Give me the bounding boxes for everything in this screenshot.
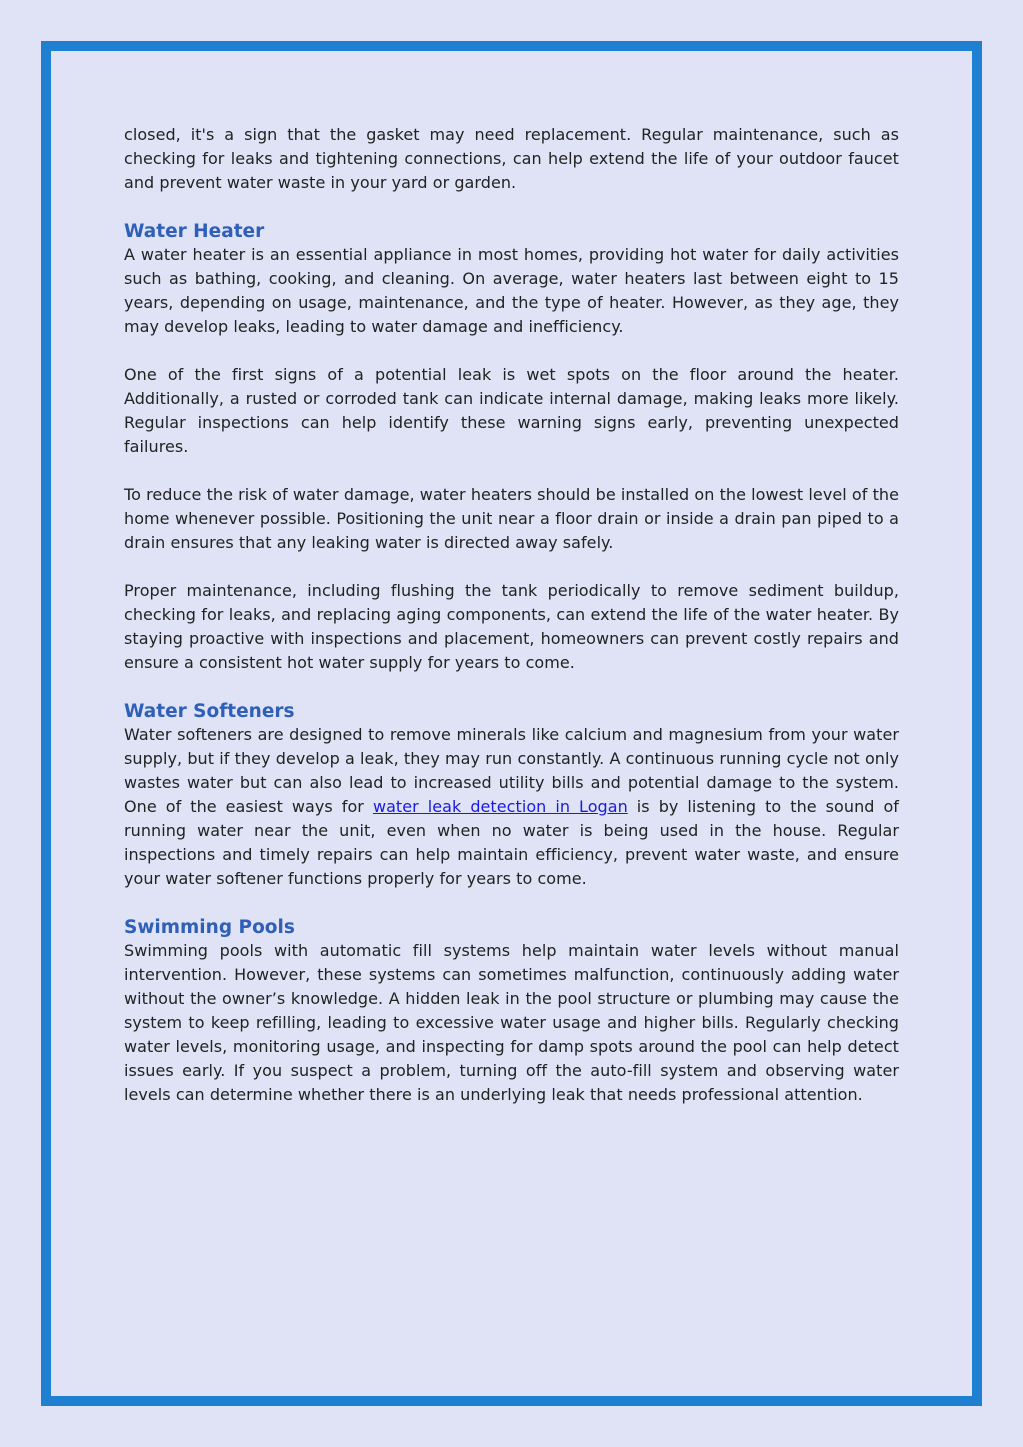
swimming-pools-paragraph: Swimming pools with automatic fill systems help maintain water levels without manual intervention. However, these systems can sometimes malfunction, continuously adding water without the owner’s knowledge. A hidden leak in the pool structure or plumbing may cause the system to keep refilling, leading to excessive water usage and higher bills. Regularly checking water levels, monitoring usage, and inspecting for damp spots around the pool can help detect issues early. If you suspect a problem, turning off the auto-fill system and observing water levels can determine whether there is an underlying leak that needs professional attention. xyxy=(124,941,899,1104)
water-heater-section xyxy=(124,219,899,675)
document-body xyxy=(124,123,899,1131)
water-heater-heading: Water Heater xyxy=(124,221,265,242)
swimming-pools-section xyxy=(124,915,899,1107)
water-softeners-paragraph xyxy=(124,723,899,891)
water-softeners-text-after-link: is by listening to the sound of running water near the unit, even when no water is being used in the house. Regular inspections and timely repairs can help maintain efficiency, prevent water waste, and ensure your water softener functions properly for years to come. xyxy=(124,797,899,888)
swimming-pools-heading: Swimming Pools xyxy=(124,917,295,938)
water-softeners-section xyxy=(124,699,899,891)
water-leak-detection-link[interactable]: water leak detection in Logan xyxy=(372,797,628,816)
water-softeners-text-before-link: Water softeners are designed to remove minerals like calcium and magnesium from your water supply, but if they develop a leak, they may run constantly. A continuous running cycle not only wastes water but can also lead to increased utility bills and potential damage to the system. One of the easiest ways for xyxy=(124,725,899,816)
water-heater-paragraph-3: To reduce the risk of water damage, water heaters should be installed on the lowest level of the home whenever possible. Positioning the unit near a floor drain or inside a drain pan piped to a drain ensures that any leaking water is directed away safely. xyxy=(124,485,899,552)
water-heater-paragraph-4: Proper maintenance, including flushing the tank periodically to remove sediment buildup, checking for leaks, and replacing aging components, can extend the life of the water heater. By staying proactive with inspections and placement, homeowners can prevent costly repairs and ensure a consistent hot water supply for years to come. xyxy=(124,581,899,672)
intro-paragraph: closed, it's a sign that the gasket may need replacement. Regular maintenance, such as checking for leaks and tightening connections, can help extend the life of your outdoor faucet and prevent water waste in your yard or garden. xyxy=(124,125,899,192)
water-heater-paragraph-1: A water heater is an essential appliance in most homes, providing hot water for daily activities such as bathing, cooking, and cleaning. On average, water heaters last between eight to 15 years, depending on usage, maintenance, and the type of heater. However, as they age, they may develop leaks, leading to water damage and inefficiency. xyxy=(124,245,899,336)
water-softeners-heading: Water Softeners xyxy=(124,701,295,722)
water-heater-paragraph-2: One of the first signs of a potential leak is wet spots on the floor around the heater. Additionally, a rusted or corroded tank can indicate internal damage, making leaks more likely. Regular inspections can help identify these warning signs early, preventing unexpected failures. xyxy=(124,365,899,456)
